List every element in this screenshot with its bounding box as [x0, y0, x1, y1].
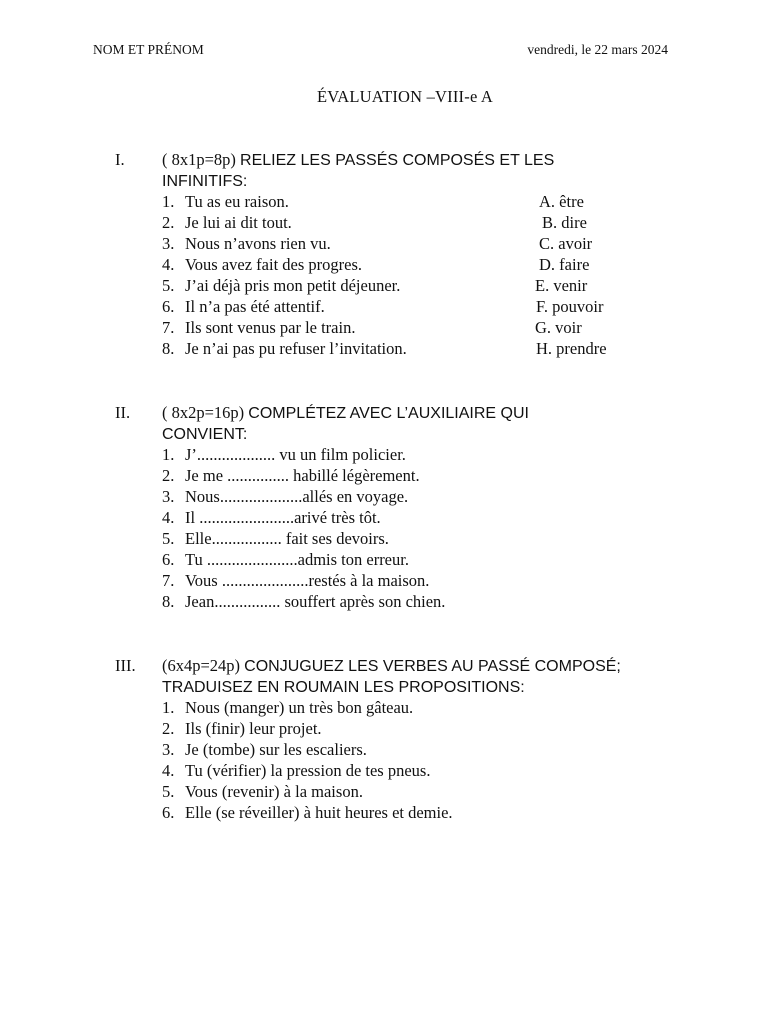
item-text: J’................... vu un film policier.: [185, 445, 406, 464]
item-number: 1.: [162, 698, 175, 717]
list-item: [162, 570, 682, 591]
item-number: 2.: [162, 719, 175, 738]
section-points: (6x4p=24p): [162, 656, 241, 675]
list-item: [162, 697, 682, 718]
item-text: Jean................ souffert après son chien.: [185, 592, 446, 611]
fill-in-list: [162, 444, 682, 612]
list-item: [162, 465, 682, 486]
date-label: vendredi, le 22 mars 2024: [527, 42, 668, 57]
section-heading: [162, 402, 662, 445]
item-number: 5.: [162, 276, 175, 295]
list-item: [162, 254, 682, 275]
list-item: [162, 549, 682, 570]
item-number: 1.: [162, 445, 175, 464]
section-points: ( 8x1p=8p): [162, 150, 236, 169]
section-number: II.: [115, 403, 131, 422]
list-item: [162, 718, 682, 739]
list-item: [162, 275, 682, 296]
section-instruction-cont: CONVIENT:: [162, 426, 248, 443]
match-option: C. avoir: [539, 234, 593, 253]
section-instruction: RELIEZ LES PASSÉS COMPOSÉS ET LES: [240, 152, 555, 169]
item-number: 8.: [162, 339, 175, 358]
item-text: Il n’a pas été attentif.: [185, 297, 325, 316]
item-number: 6.: [162, 550, 175, 569]
match-option: B. dire: [542, 213, 587, 232]
match-option: D. faire: [539, 255, 590, 274]
section-heading: [162, 149, 662, 192]
section-instruction: COMPLÉTEZ AVEC L’AUXILIAIRE QUI: [248, 405, 529, 422]
match-option: A. être: [539, 192, 584, 211]
list-item: [162, 191, 682, 212]
item-number: 2.: [162, 213, 175, 232]
matching-list: [162, 191, 682, 359]
item-number: 2.: [162, 466, 175, 485]
list-item: [162, 233, 682, 254]
section-instruction: CONJUGUEZ LES VERBES AU PASSÉ COMPOSÉ;: [244, 658, 621, 675]
item-number: 5.: [162, 782, 175, 801]
item-text: Tu as eu raison.: [185, 192, 289, 211]
student-name-label: NOM ET PRÉNOM: [93, 42, 204, 57]
list-item: [162, 486, 682, 507]
conjugation-list: [162, 697, 682, 823]
item-text: Nous....................allés en voyage.: [185, 487, 409, 506]
item-number: 7.: [162, 571, 175, 590]
item-number: 5.: [162, 529, 175, 548]
match-option: E. venir: [535, 276, 588, 295]
match-option: G. voir: [535, 318, 582, 337]
item-text: Je lui ai dit tout.: [185, 213, 292, 232]
item-number: 6.: [162, 297, 175, 316]
list-item: [162, 802, 682, 823]
item-text: Elle (se réveiller) à huit heures et demie.: [185, 803, 453, 822]
item-text: Il .......................arivé très tôt.: [185, 508, 381, 527]
match-option: H. prendre: [536, 339, 607, 358]
item-text: Elle................. fait ses devoirs.: [185, 529, 389, 548]
item-number: 4.: [162, 508, 175, 527]
item-text: Tu (vérifier) la pression de tes pneus.: [185, 761, 431, 780]
list-item: [162, 338, 682, 359]
list-item: [162, 781, 682, 802]
section-number: III.: [115, 656, 136, 675]
item-text: Tu ......................admis ton erreur.: [185, 550, 409, 569]
section-instruction-cont: TRADUISEZ EN ROUMAIN LES PROPOSITIONS:: [162, 679, 525, 696]
item-text: Je n’ai pas pu refuser l’invitation.: [185, 339, 407, 358]
item-text: J’ai déjà pris mon petit déjeuner.: [185, 276, 401, 295]
list-item: [162, 591, 682, 612]
item-text: Nous n’avons rien vu.: [185, 234, 331, 253]
section-number: I.: [115, 150, 125, 169]
list-item: [162, 528, 682, 549]
list-item: [162, 296, 682, 317]
item-text: Je (tombe) sur les escaliers.: [185, 740, 367, 759]
item-text: Vous avez fait des progres.: [185, 255, 363, 274]
section-points: ( 8x2p=16p): [162, 403, 245, 422]
item-number: 3.: [162, 234, 175, 253]
item-text: Je me ............... habillé légèrement.: [185, 466, 420, 485]
list-item: [162, 739, 682, 760]
item-number: 8.: [162, 592, 175, 611]
item-number: 1.: [162, 192, 175, 211]
list-item: [162, 212, 682, 233]
list-item: [162, 760, 682, 781]
list-item: [162, 317, 682, 338]
item-number: 4.: [162, 255, 175, 274]
item-text: Ils sont venus par le train.: [185, 318, 356, 337]
item-text: Vous .....................restés à la maison.: [185, 571, 430, 590]
page-title: ÉVALUATION –VIII-e A: [317, 87, 493, 106]
section-heading: [162, 655, 662, 698]
list-item: [162, 507, 682, 528]
item-text: Nous (manger) un très bon gâteau.: [185, 698, 414, 717]
item-number: 3.: [162, 740, 175, 759]
item-number: 6.: [162, 803, 175, 822]
section-instruction-cont: INFINITIFS:: [162, 173, 248, 190]
item-number: 3.: [162, 487, 175, 506]
item-number: 7.: [162, 318, 175, 337]
item-number: 4.: [162, 761, 175, 780]
item-text: Ils (finir) leur projet.: [185, 719, 322, 738]
list-item: [162, 444, 682, 465]
match-option: F. pouvoir: [536, 297, 604, 316]
item-text: Vous (revenir) à la maison.: [185, 782, 363, 801]
